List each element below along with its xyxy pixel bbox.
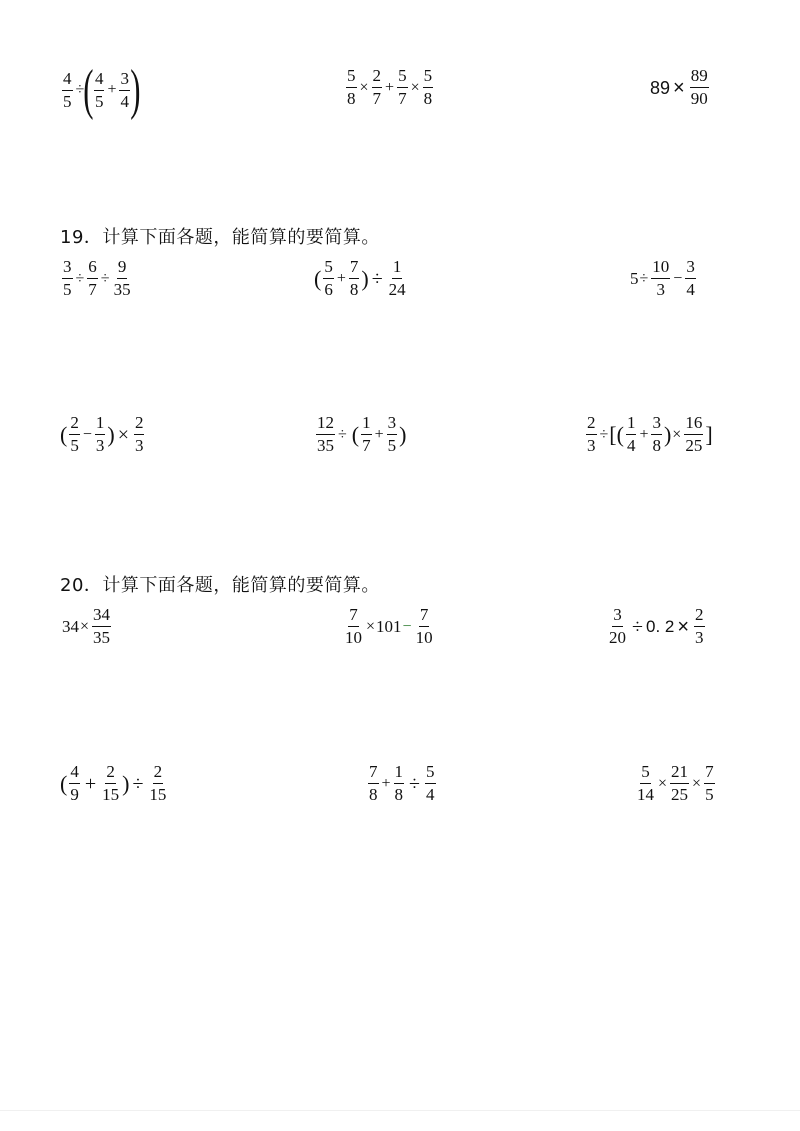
fraction: $\frac{5}{8}$	[423, 66, 433, 108]
question-20-heading: 20．计算下面各题，能简算的要简算。	[60, 575, 380, 596]
fraction: $\frac{16}{25}$	[685, 413, 703, 455]
divide-sign: ÷	[75, 269, 85, 287]
fraction: $\frac{3}{5}$	[63, 257, 72, 299]
fraction: $\frac{3}{5}$	[387, 413, 397, 455]
expression-19-2	[314, 257, 409, 300]
plus-sign: +	[336, 269, 346, 287]
fraction: $\frac{2}{15}$	[102, 762, 120, 804]
fraction: $\frac{1}{8}$	[394, 762, 404, 804]
divide-sign: ÷	[100, 269, 110, 287]
fraction: $\frac{21}{25}$	[671, 762, 689, 804]
right-paren: )	[663, 421, 672, 447]
fraction: $\frac{9}{35}$	[113, 257, 131, 299]
fraction: $\frac{3}{20}$	[609, 605, 626, 647]
times-sign: ×	[410, 78, 420, 96]
plus-sign: +	[374, 425, 384, 443]
fraction: $\frac{4}{5}$	[94, 68, 104, 111]
times-sign: ×	[677, 615, 690, 638]
fraction: $\frac{3}{4}$	[120, 68, 129, 111]
expression-20-1: 34 × $\frac{34}{35}$	[62, 605, 111, 647]
fraction: $\frac{7}{10}$	[415, 605, 433, 647]
left-paren: (	[83, 59, 94, 121]
expression-r1-3: 89 × $\frac{89}{90}$	[650, 66, 708, 108]
fraction: $\frac{2}{5}$	[70, 413, 79, 455]
page-bottom-divider	[0, 1110, 800, 1111]
right-bracket: ]	[705, 421, 713, 447]
minus-sign: −	[82, 425, 92, 443]
plus-sign: +	[381, 774, 391, 792]
right-paren: )	[122, 770, 130, 796]
fraction: $\frac{1}{4}$	[626, 413, 636, 455]
fraction: $\frac{1}{24}$	[388, 257, 406, 299]
times-sign: ×	[80, 617, 90, 635]
fraction: $\frac{7}{8}$	[349, 257, 359, 299]
plus-sign: +	[639, 425, 649, 443]
times-sign: ×	[117, 423, 129, 446]
expression-20-2: $\frac{7}{10}$ × 101 − $\frac{7}{10}$	[345, 605, 433, 647]
fraction: $\frac{1}{3}$	[95, 413, 105, 455]
divide-sign: ÷	[632, 615, 643, 638]
expression-20-5	[366, 762, 438, 805]
fraction: $\frac{5}{14}$	[637, 762, 654, 804]
fraction: $\frac{2}{3}$	[134, 413, 144, 455]
fraction: $\frac{2}{3}$	[587, 413, 596, 455]
times-sign: ×	[366, 617, 376, 635]
divide-sign: ÷	[338, 425, 347, 443]
right-paren: )	[130, 59, 141, 121]
right-paren: )	[399, 421, 407, 447]
expression-19-4	[60, 413, 146, 456]
fraction: $\frac{3}{8}$	[652, 413, 661, 455]
fraction: $\frac{6}{7}$	[88, 257, 97, 299]
divide-sign: ÷	[639, 269, 649, 287]
fraction: $\frac{10}{3}$	[652, 257, 670, 299]
fraction: $\frac{7}{5}$	[705, 762, 714, 804]
fraction: $\frac{7}{10}$	[345, 605, 362, 647]
fraction: $\frac{5}{8}$	[347, 66, 356, 108]
fraction: $\frac{89}{90}$	[690, 66, 708, 108]
expression-r1-1	[60, 59, 141, 121]
fraction: $\frac{2}{3}$	[695, 605, 704, 647]
times-sign: ×	[359, 78, 369, 96]
divide-sign: ÷	[75, 81, 85, 98]
right-paren: )	[107, 421, 115, 447]
left-paren: (	[60, 770, 68, 796]
times-sign: ×	[672, 425, 682, 443]
expression-19-5	[314, 413, 406, 456]
fraction: $\frac{3}{4}$	[686, 257, 695, 299]
left-bracket: [(	[609, 421, 624, 447]
fraction: $\frac{34}{35}$	[93, 605, 111, 647]
left-paren: (	[351, 421, 360, 447]
expression-19-6	[584, 413, 713, 456]
fraction: $\frac{2}{15}$	[149, 762, 167, 804]
plus-sign: +	[385, 78, 395, 96]
left-paren: (	[314, 265, 322, 291]
fraction: $\frac{5}{6}$	[324, 257, 333, 299]
minus-sign: −	[402, 617, 412, 635]
fraction: $\frac{5}{7}$	[398, 66, 407, 108]
fraction: $\frac{7}{8}$	[369, 762, 378, 804]
fraction: $\frac{4}{5}$	[63, 68, 72, 111]
question-19-heading: 19．计算下面各题，能简算的要简算。	[60, 227, 380, 248]
fraction: $\frac{5}{4}$	[426, 762, 435, 804]
fraction: $\frac{4}{9}$	[70, 762, 79, 804]
expression-r1-2	[344, 66, 435, 109]
times-sign: ×	[673, 76, 685, 99]
divide-sign: ÷	[409, 772, 421, 795]
minus-sign: −	[673, 269, 683, 287]
divide-sign: ÷	[599, 425, 609, 443]
plus-sign: +	[84, 772, 97, 795]
times-sign: ×	[692, 774, 702, 792]
expression-19-3: 5 ÷ $\frac{10}{3}$ − $\frac{3}{4}$	[630, 257, 695, 299]
plus-sign: +	[107, 81, 117, 98]
fraction: $\frac{1}{7}$	[362, 413, 371, 455]
expression-20-6	[634, 762, 717, 805]
right-paren: )	[361, 265, 369, 291]
expression-20-4	[60, 762, 169, 805]
left-paren: (	[60, 421, 68, 447]
divide-sign: ÷	[371, 267, 383, 290]
times-sign: ×	[658, 774, 668, 792]
divide-sign: ÷	[132, 772, 144, 795]
expression-19-1	[60, 257, 134, 300]
fraction: $\frac{12}{35}$	[317, 413, 334, 455]
fraction: $\frac{2}{7}$	[372, 66, 382, 108]
expression-20-3: $\frac{3}{20}$ ÷ 0. 2 × $\frac{2}{3}$	[609, 605, 704, 647]
